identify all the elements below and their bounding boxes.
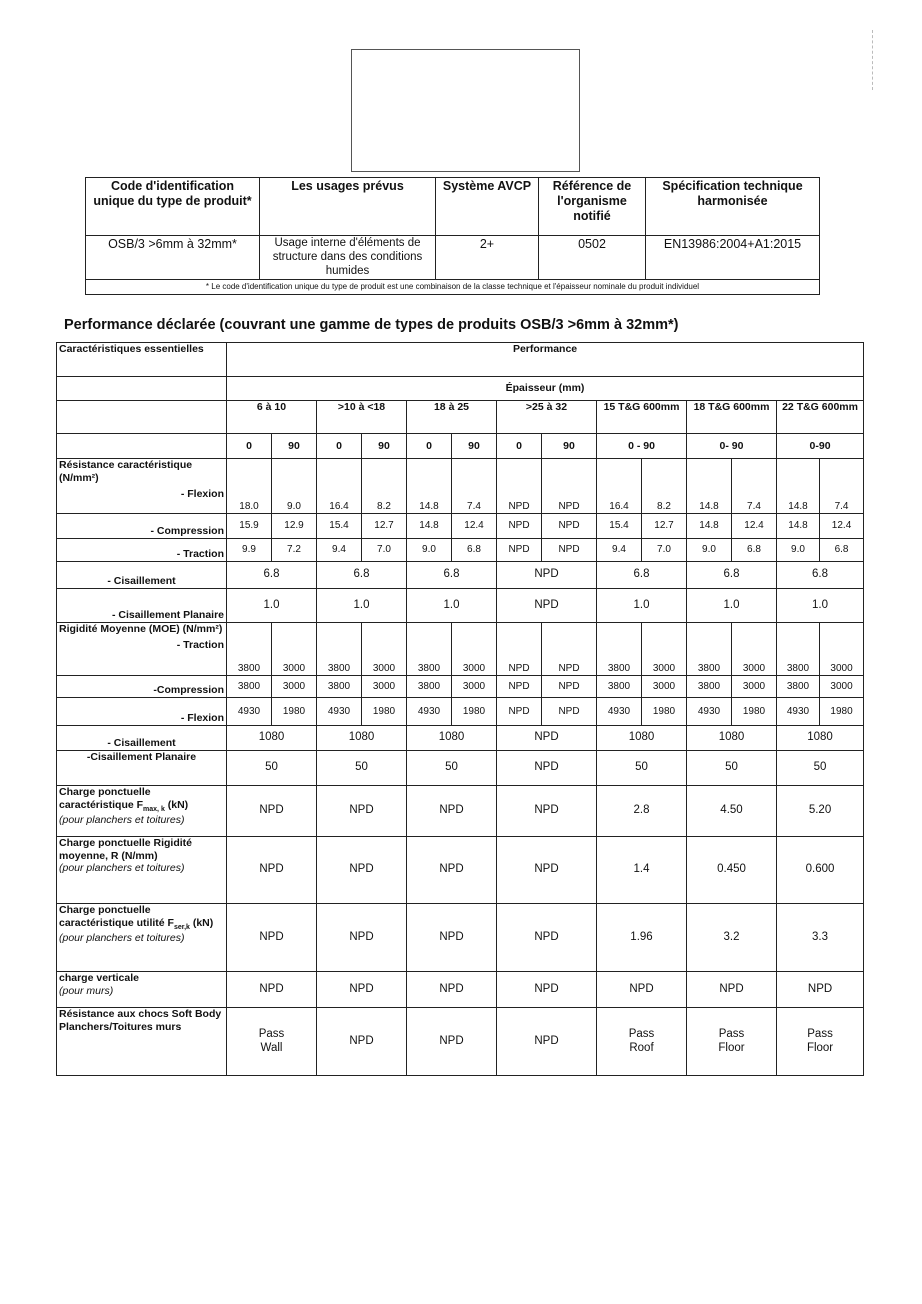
value-cell: 3000 <box>452 623 497 676</box>
value-cell: 8.2 <box>362 459 407 514</box>
value-cell: 1080 <box>597 726 687 751</box>
angle-cell: 90 <box>362 434 407 459</box>
id-value-organisme: 0502 <box>539 236 646 280</box>
charge-utilite-row <box>57 904 864 972</box>
value-cell: 3.2 <box>687 904 777 972</box>
value-cell: 1980 <box>820 698 864 726</box>
group-header: >10 à <18 <box>317 401 407 434</box>
value-cell: 50 <box>687 751 777 786</box>
value-cell: NPD <box>542 623 597 676</box>
value-cell: 1980 <box>362 698 407 726</box>
value-cell: 3000 <box>732 676 777 698</box>
performance-table <box>56 342 864 1076</box>
value-cell: 12.7 <box>362 514 407 539</box>
value-cell: 6.8 <box>227 562 317 589</box>
value-cell: NPD <box>407 972 497 1008</box>
value-cell: NPD <box>497 514 542 539</box>
value-cell: 4930 <box>687 698 732 726</box>
value-cell: 14.8 <box>777 514 820 539</box>
value-cell: 12.4 <box>452 514 497 539</box>
id-header-avcp: Système AVCP <box>436 178 539 236</box>
charge-verticale-row <box>57 972 864 1008</box>
value-cell: 1.0 <box>407 589 497 623</box>
value-line: Roof <box>629 1041 654 1054</box>
value-cell: 6.8 <box>597 562 687 589</box>
label-unit: (kN) <box>164 798 189 811</box>
value-cell: NPD <box>407 837 497 904</box>
row-label-traction: - Traction <box>176 638 224 651</box>
value-cell: NPD <box>407 904 497 972</box>
value-cell: 3800 <box>777 676 820 698</box>
value-cell: 1.0 <box>687 589 777 623</box>
rigidite-cisaillement-planaire-row <box>57 751 864 786</box>
value-cell: 8.2 <box>642 459 687 514</box>
value-cell: NPD <box>542 459 597 514</box>
value-cell: NPD <box>227 972 317 1008</box>
value-cell: NPD <box>497 623 542 676</box>
group-header: 22 T&G 600mm <box>777 401 864 434</box>
value-cell: 4930 <box>227 698 272 726</box>
value-cell: 3800 <box>777 623 820 676</box>
charge-rigidite-label <box>57 837 227 904</box>
value-cell: 1080 <box>227 726 317 751</box>
value-cell: NPD <box>497 786 597 837</box>
value-cell: 14.8 <box>777 459 820 514</box>
value-cell: 1.0 <box>317 589 407 623</box>
value-line: Pass <box>718 1027 745 1040</box>
value-cell: 1.96 <box>597 904 687 972</box>
label-note: (pour planchers et toitures) <box>59 814 185 827</box>
value-cell: 3800 <box>227 623 272 676</box>
value-cell: 3000 <box>820 676 864 698</box>
resistance-label <box>57 459 227 514</box>
label-subscript: ser,k <box>173 923 190 931</box>
value-cell: NPD <box>497 972 597 1008</box>
value-cell: 2.8 <box>597 786 687 837</box>
group-header: 6 à 10 <box>227 401 317 434</box>
value-cell: 3000 <box>452 676 497 698</box>
value-cell: 12.4 <box>732 514 777 539</box>
value-cell: 6.8 <box>317 562 407 589</box>
charge-verticale-label <box>57 972 227 1008</box>
value-cell: 1080 <box>407 726 497 751</box>
angle-cell: 0 <box>407 434 452 459</box>
rigidite-label <box>57 623 227 676</box>
value-cell: 1.0 <box>597 589 687 623</box>
value-cell: 7.0 <box>642 539 687 562</box>
id-value-avcp: 2+ <box>436 236 539 280</box>
value-cell: NPD <box>687 972 777 1008</box>
row-label-cisaillement: - Cisaillement <box>57 562 227 589</box>
id-value-row <box>86 236 820 280</box>
id-value-usages: Usage interne d'éléments de structure dans des conditions humides <box>260 236 436 280</box>
value-cell: NPD <box>497 562 597 589</box>
value-cell <box>597 1008 687 1076</box>
value-cell: 3800 <box>407 676 452 698</box>
value-line: NPD <box>439 1034 464 1047</box>
value-cell: 50 <box>227 751 317 786</box>
thickness-header: Épaisseur (mm) <box>227 377 864 401</box>
angle-cell: 90 <box>272 434 317 459</box>
value-cell: 6.8 <box>820 539 864 562</box>
angle-cell: 0 - 90 <box>597 434 687 459</box>
value-cell: 6.8 <box>777 562 864 589</box>
value-cell: 1980 <box>452 698 497 726</box>
label-text: Charge ponctuelle Rigidité moyenne, R (N/mm) <box>59 837 193 862</box>
value-cell: NPD <box>542 514 597 539</box>
value-cell: NPD <box>497 676 542 698</box>
value-cell: 3000 <box>272 676 317 698</box>
angle-cell: 0 <box>497 434 542 459</box>
value-cell: 3000 <box>362 676 407 698</box>
value-cell: 16.4 <box>317 459 362 514</box>
row-label-flexion: - Flexion <box>180 488 224 501</box>
resistance-flexion-row <box>57 459 864 514</box>
value-cell: 6.8 <box>687 562 777 589</box>
value-cell: 1080 <box>687 726 777 751</box>
value-cell: 3000 <box>732 623 777 676</box>
value-cell: NPD <box>317 786 407 837</box>
margin-mark <box>872 30 875 90</box>
group-header-row <box>57 401 864 434</box>
group-header: 18 à 25 <box>407 401 497 434</box>
identification-table <box>85 177 820 295</box>
id-header-code: Code d'identification unique du type de produit* <box>86 178 260 236</box>
angle-cell: 0-90 <box>777 434 864 459</box>
value-cell: 1.0 <box>777 589 864 623</box>
id-header-spec: Spécification technique harmonisée <box>646 178 820 236</box>
row-label-flexion: - Flexion <box>57 698 227 726</box>
value-cell: 3000 <box>820 623 864 676</box>
row-label-compression: - Compression <box>57 514 227 539</box>
value-cell: 6.8 <box>407 562 497 589</box>
value-cell: 3800 <box>317 623 362 676</box>
id-header-row <box>86 178 820 236</box>
resistance-title: Résistance caractéristique (N/mm²) <box>59 459 193 484</box>
value-cell: 9.0 <box>272 459 317 514</box>
value-cell: 6.8 <box>452 539 497 562</box>
value-line: Pass <box>807 1027 833 1040</box>
value-cell <box>687 1008 777 1076</box>
row-label-cisaillement: - Cisaillement <box>57 726 227 751</box>
value-cell: 12.4 <box>820 514 864 539</box>
value-cell <box>317 1008 407 1076</box>
value-cell: 9.9 <box>227 539 272 562</box>
label-text: charge verticale <box>59 972 139 984</box>
value-cell: 7.4 <box>820 459 864 514</box>
row-label-cisaillement-planaire: -Cisaillement Planaire <box>57 751 227 786</box>
angle-cell: 90 <box>452 434 497 459</box>
value-cell: NPD <box>407 786 497 837</box>
value-line: Wall <box>260 1041 283 1054</box>
value-cell: 5.20 <box>777 786 864 837</box>
value-cell: 14.8 <box>407 459 452 514</box>
value-cell: NPD <box>227 904 317 972</box>
performance-header: Performance <box>227 343 864 377</box>
label-subscript: max, k <box>143 805 165 813</box>
value-cell: 9.0 <box>777 539 820 562</box>
value-cell: 15.4 <box>597 514 642 539</box>
row-label-traction: - Traction <box>57 539 227 562</box>
value-line: Floor <box>718 1041 745 1054</box>
value-cell: 50 <box>777 751 864 786</box>
value-cell: 3000 <box>642 676 687 698</box>
value-cell: 7.4 <box>452 459 497 514</box>
value-cell: 3.3 <box>777 904 864 972</box>
value-line: NPD <box>534 1034 559 1047</box>
value-cell: NPD <box>497 539 542 562</box>
logo-placeholder <box>351 49 580 172</box>
value-cell: NPD <box>542 698 597 726</box>
value-cell: NPD <box>497 904 597 972</box>
value-cell: 50 <box>597 751 687 786</box>
value-cell: 4930 <box>777 698 820 726</box>
value-cell: 1980 <box>272 698 317 726</box>
value-line: Floor <box>806 1041 834 1054</box>
id-header-usages: Les usages prévus <box>260 178 436 236</box>
value-cell: 9.0 <box>687 539 732 562</box>
value-cell: NPD <box>497 459 542 514</box>
value-cell: 4930 <box>407 698 452 726</box>
value-cell: 3800 <box>407 623 452 676</box>
row-label-compression: -Compression <box>57 676 227 698</box>
value-cell: NPD <box>597 972 687 1008</box>
label-unit: (kN) <box>189 916 214 929</box>
angle-cell: 90 <box>542 434 597 459</box>
value-line: Pass <box>258 1027 285 1040</box>
value-cell: NPD <box>317 837 407 904</box>
value-cell: 9.0 <box>407 539 452 562</box>
value-cell: 1.4 <box>597 837 687 904</box>
value-cell: 7.2 <box>272 539 317 562</box>
charge-fmax-label <box>57 786 227 837</box>
resistance-traction-row <box>57 539 864 562</box>
resistance-chocs-label: Résistance aux chocs Soft Body Planchers/Toitures murs <box>57 1008 227 1076</box>
value-cell: 9.4 <box>597 539 642 562</box>
rigidite-flexion-row <box>57 698 864 726</box>
value-cell: NPD <box>777 972 864 1008</box>
value-cell: NPD <box>227 837 317 904</box>
rigidite-compression-row <box>57 676 864 698</box>
value-line: Pass <box>628 1027 655 1040</box>
angle-row <box>57 434 864 459</box>
value-cell: 3800 <box>597 676 642 698</box>
value-cell: NPD <box>497 726 597 751</box>
resistance-chocs-row <box>57 1008 864 1076</box>
value-cell: 3000 <box>642 623 687 676</box>
value-cell: 50 <box>407 751 497 786</box>
value-cell: NPD <box>317 904 407 972</box>
value-cell <box>227 1008 317 1076</box>
value-cell: 14.8 <box>407 514 452 539</box>
value-cell: 1080 <box>777 726 864 751</box>
value-cell: 12.7 <box>642 514 687 539</box>
value-cell: NPD <box>497 751 597 786</box>
value-cell: 1980 <box>642 698 687 726</box>
value-cell <box>407 1008 497 1076</box>
value-cell <box>497 1008 597 1076</box>
label-note: (pour murs) <box>59 984 114 997</box>
value-cell: 7.4 <box>732 459 777 514</box>
charge-fmax-row <box>57 786 864 837</box>
value-cell: 3800 <box>597 623 642 676</box>
value-cell: NPD <box>227 786 317 837</box>
id-footnote: * Le code d'identification unique du type de produit est une combinaison de la classe technique et l'épaisseur nominale du produit individuel <box>86 280 820 295</box>
value-cell: 50 <box>317 751 407 786</box>
cisaillement-planaire-row <box>57 589 864 623</box>
rigidite-traction-row <box>57 623 864 676</box>
value-cell: 14.8 <box>687 514 732 539</box>
label-text: Charge ponctuelle caractéristique utilité F <box>59 904 174 929</box>
angle-cell: 0- 90 <box>687 434 777 459</box>
value-cell: 3000 <box>362 623 407 676</box>
charge-utilite-label <box>57 904 227 972</box>
value-cell: 15.4 <box>317 514 362 539</box>
group-header: 18 T&G 600mm <box>687 401 777 434</box>
value-cell: 12.9 <box>272 514 317 539</box>
row-label-cisaillement-planaire: - Cisaillement Planaire <box>57 589 227 623</box>
rigidite-title: Rigidité Moyenne (MOE) (N/mm²) <box>59 623 223 635</box>
angle-cell: 0 <box>227 434 272 459</box>
value-cell: NPD <box>542 676 597 698</box>
id-header-organisme: Référence de l'organisme notifié <box>539 178 646 236</box>
value-cell: NPD <box>497 837 597 904</box>
performance-title: Performance déclarée (couvrant une gamme de types de produits OSB/3 >6mm à 32mm*) <box>64 317 679 333</box>
col-label-caracteristiques: Caractéristiques essentielles <box>57 343 227 377</box>
value-cell: 3800 <box>227 676 272 698</box>
label-note: (pour planchers et toitures) <box>59 932 185 945</box>
value-cell: 3800 <box>687 676 732 698</box>
value-cell: 3000 <box>272 623 317 676</box>
value-cell: 1.0 <box>227 589 317 623</box>
value-cell: NPD <box>497 589 597 623</box>
value-cell: NPD <box>317 972 407 1008</box>
value-cell: 6.8 <box>732 539 777 562</box>
value-cell: 0.450 <box>687 837 777 904</box>
value-cell: 7.0 <box>362 539 407 562</box>
value-cell: 1980 <box>732 698 777 726</box>
id-value-code: OSB/3 >6mm à 32mm* <box>86 236 260 280</box>
value-cell: 4.50 <box>687 786 777 837</box>
label-note: (pour planchers et toitures) <box>59 862 185 875</box>
value-cell <box>777 1008 864 1076</box>
charge-rigidite-row <box>57 837 864 904</box>
value-cell: 16.4 <box>597 459 642 514</box>
cisaillement-row <box>57 562 864 589</box>
rigidite-cisaillement-row <box>57 726 864 751</box>
value-cell: NPD <box>497 698 542 726</box>
value-cell: 0.600 <box>777 837 864 904</box>
value-cell: 4930 <box>317 698 362 726</box>
value-cell: 3800 <box>317 676 362 698</box>
value-line: NPD <box>349 1034 374 1047</box>
resistance-compression-row <box>57 514 864 539</box>
value-cell: NPD <box>542 539 597 562</box>
value-cell: 1080 <box>317 726 407 751</box>
id-value-spec: EN13986:2004+A1:2015 <box>646 236 820 280</box>
angle-cell: 0 <box>317 434 362 459</box>
value-cell: 14.8 <box>687 459 732 514</box>
group-header: 15 T&G 600mm <box>597 401 687 434</box>
value-cell: 4930 <box>597 698 642 726</box>
value-cell: 18.0 <box>227 459 272 514</box>
value-cell: 3800 <box>687 623 732 676</box>
value-cell: 9.4 <box>317 539 362 562</box>
value-cell: 15.9 <box>227 514 272 539</box>
group-header: >25 à 32 <box>497 401 597 434</box>
label-text: Charge ponctuelle caractéristique F <box>59 786 151 811</box>
